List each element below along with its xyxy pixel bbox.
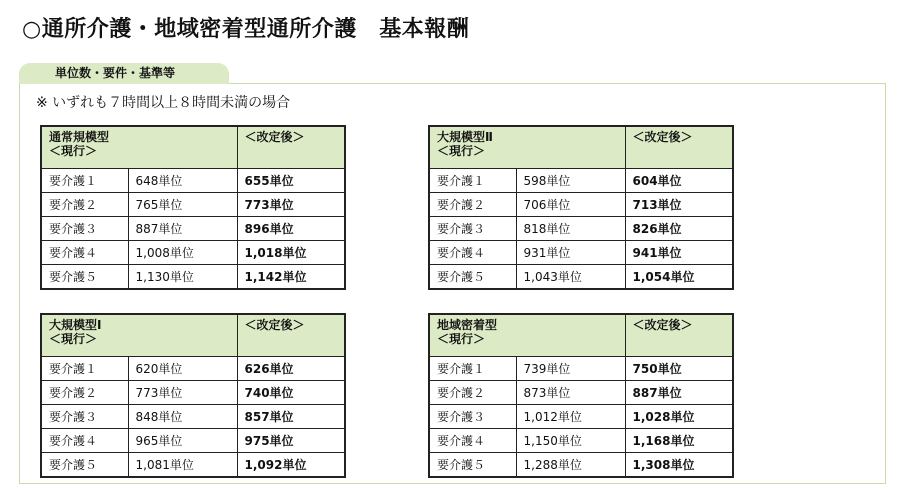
current-value: 739単位	[516, 357, 625, 381]
section-tab: 単位数・要件・基準等	[19, 63, 229, 84]
care-level: 要介護５	[429, 453, 516, 478]
table-row	[41, 241, 345, 265]
revised-value: 626単位	[237, 357, 345, 381]
revised-value: 750単位	[625, 357, 733, 381]
table-row	[41, 429, 345, 453]
revised-value: 604単位	[625, 169, 733, 193]
revised-value: 975単位	[237, 429, 345, 453]
current-value: 931単位	[516, 241, 625, 265]
table-name-cell	[41, 314, 237, 357]
table-name: 大規模型Ⅱ	[437, 130, 493, 144]
care-level: 要介護４	[41, 429, 128, 453]
rate-table-large-1	[40, 313, 346, 478]
table-row	[41, 265, 345, 290]
table-row	[429, 217, 733, 241]
table-name-cell	[429, 126, 625, 169]
table-row	[41, 357, 345, 381]
revised-value: 857単位	[237, 405, 345, 429]
table-row	[429, 357, 733, 381]
current-value: 1,081単位	[128, 453, 237, 478]
table-row	[41, 381, 345, 405]
care-level: 要介護５	[41, 265, 128, 290]
care-level: 要介護３	[429, 405, 516, 429]
current-value: 765単位	[128, 193, 237, 217]
care-level: 要介護２	[429, 381, 516, 405]
current-value: 1,012単位	[516, 405, 625, 429]
table-name: 大規模型Ⅰ	[49, 318, 102, 332]
current-value: 818単位	[516, 217, 625, 241]
current-value: 848単位	[128, 405, 237, 429]
current-value: 873単位	[516, 381, 625, 405]
care-level: 要介護３	[429, 217, 516, 241]
after-label: ＜改定後＞	[237, 314, 345, 357]
table-row	[429, 429, 733, 453]
rate-table-community	[428, 313, 734, 478]
table-row	[41, 169, 345, 193]
revised-value: 1,168単位	[625, 429, 733, 453]
table-row	[429, 381, 733, 405]
care-level: 要介護４	[429, 429, 516, 453]
table-row	[41, 405, 345, 429]
current-value: 1,150単位	[516, 429, 625, 453]
page-title: ○通所介護・地域密着型通所介護 基本報酬	[22, 17, 470, 42]
current-value: 1,008単位	[128, 241, 237, 265]
revised-value: 1,028単位	[625, 405, 733, 429]
care-level: 要介護３	[41, 217, 128, 241]
current-value: 598単位	[516, 169, 625, 193]
revised-value: 740単位	[237, 381, 345, 405]
revised-value: 773単位	[237, 193, 345, 217]
care-level: 要介護５	[41, 453, 128, 478]
table-row	[41, 193, 345, 217]
current-value: 1,043単位	[516, 265, 625, 290]
table-name: 地域密着型	[437, 318, 498, 332]
current-label: ＜現行＞	[49, 332, 98, 346]
revised-value: 826単位	[625, 217, 733, 241]
table-header-row	[429, 126, 733, 169]
current-value: 706単位	[516, 193, 625, 217]
care-level: 要介護１	[429, 169, 516, 193]
current-value: 1,130単位	[128, 265, 237, 290]
current-value: 965単位	[128, 429, 237, 453]
care-level: 要介護１	[41, 169, 128, 193]
current-value: 648単位	[128, 169, 237, 193]
care-level: 要介護１	[429, 357, 516, 381]
care-level: 要介護２	[41, 381, 128, 405]
care-level: 要介護３	[41, 405, 128, 429]
revised-value: 896単位	[237, 217, 345, 241]
care-level: 要介護４	[429, 241, 516, 265]
current-value: 620単位	[128, 357, 237, 381]
current-label: ＜現行＞	[437, 332, 486, 346]
table-header-row	[41, 314, 345, 357]
care-level: 要介護５	[429, 265, 516, 290]
table-name-cell	[41, 126, 237, 169]
table-header-row	[429, 314, 733, 357]
revised-value: 1,018単位	[237, 241, 345, 265]
table-row	[429, 169, 733, 193]
after-label: ＜改定後＞	[625, 126, 733, 169]
revised-value: 1,308単位	[625, 453, 733, 478]
care-level: 要介護２	[41, 193, 128, 217]
current-value: 887単位	[128, 217, 237, 241]
table-row	[429, 405, 733, 429]
care-level: 要介護２	[429, 193, 516, 217]
current-label: ＜現行＞	[437, 144, 486, 158]
after-label: ＜改定後＞	[625, 314, 733, 357]
care-level: 要介護４	[41, 241, 128, 265]
revised-value: 655単位	[237, 169, 345, 193]
table-row	[41, 217, 345, 241]
table-name-cell	[429, 314, 625, 357]
revised-value: 1,142単位	[237, 265, 345, 290]
rate-table-standard	[40, 125, 346, 290]
revised-value: 1,092単位	[237, 453, 345, 478]
table-row	[429, 193, 733, 217]
table-row	[429, 265, 733, 290]
current-value: 773単位	[128, 381, 237, 405]
rate-table-large-2	[428, 125, 734, 290]
care-level: 要介護１	[41, 357, 128, 381]
after-label: ＜改定後＞	[237, 126, 345, 169]
table-header-row	[41, 126, 345, 169]
table-row	[429, 453, 733, 478]
table-row	[429, 241, 733, 265]
revised-value: 713単位	[625, 193, 733, 217]
current-value: 1,288単位	[516, 453, 625, 478]
current-label: ＜現行＞	[49, 144, 98, 158]
table-name: 通常規模型	[49, 130, 110, 144]
note-text: ※ いずれも７時間以上８時間未満の場合	[36, 95, 291, 111]
revised-value: 887単位	[625, 381, 733, 405]
table-row	[41, 453, 345, 478]
revised-value: 1,054単位	[625, 265, 733, 290]
revised-value: 941単位	[625, 241, 733, 265]
